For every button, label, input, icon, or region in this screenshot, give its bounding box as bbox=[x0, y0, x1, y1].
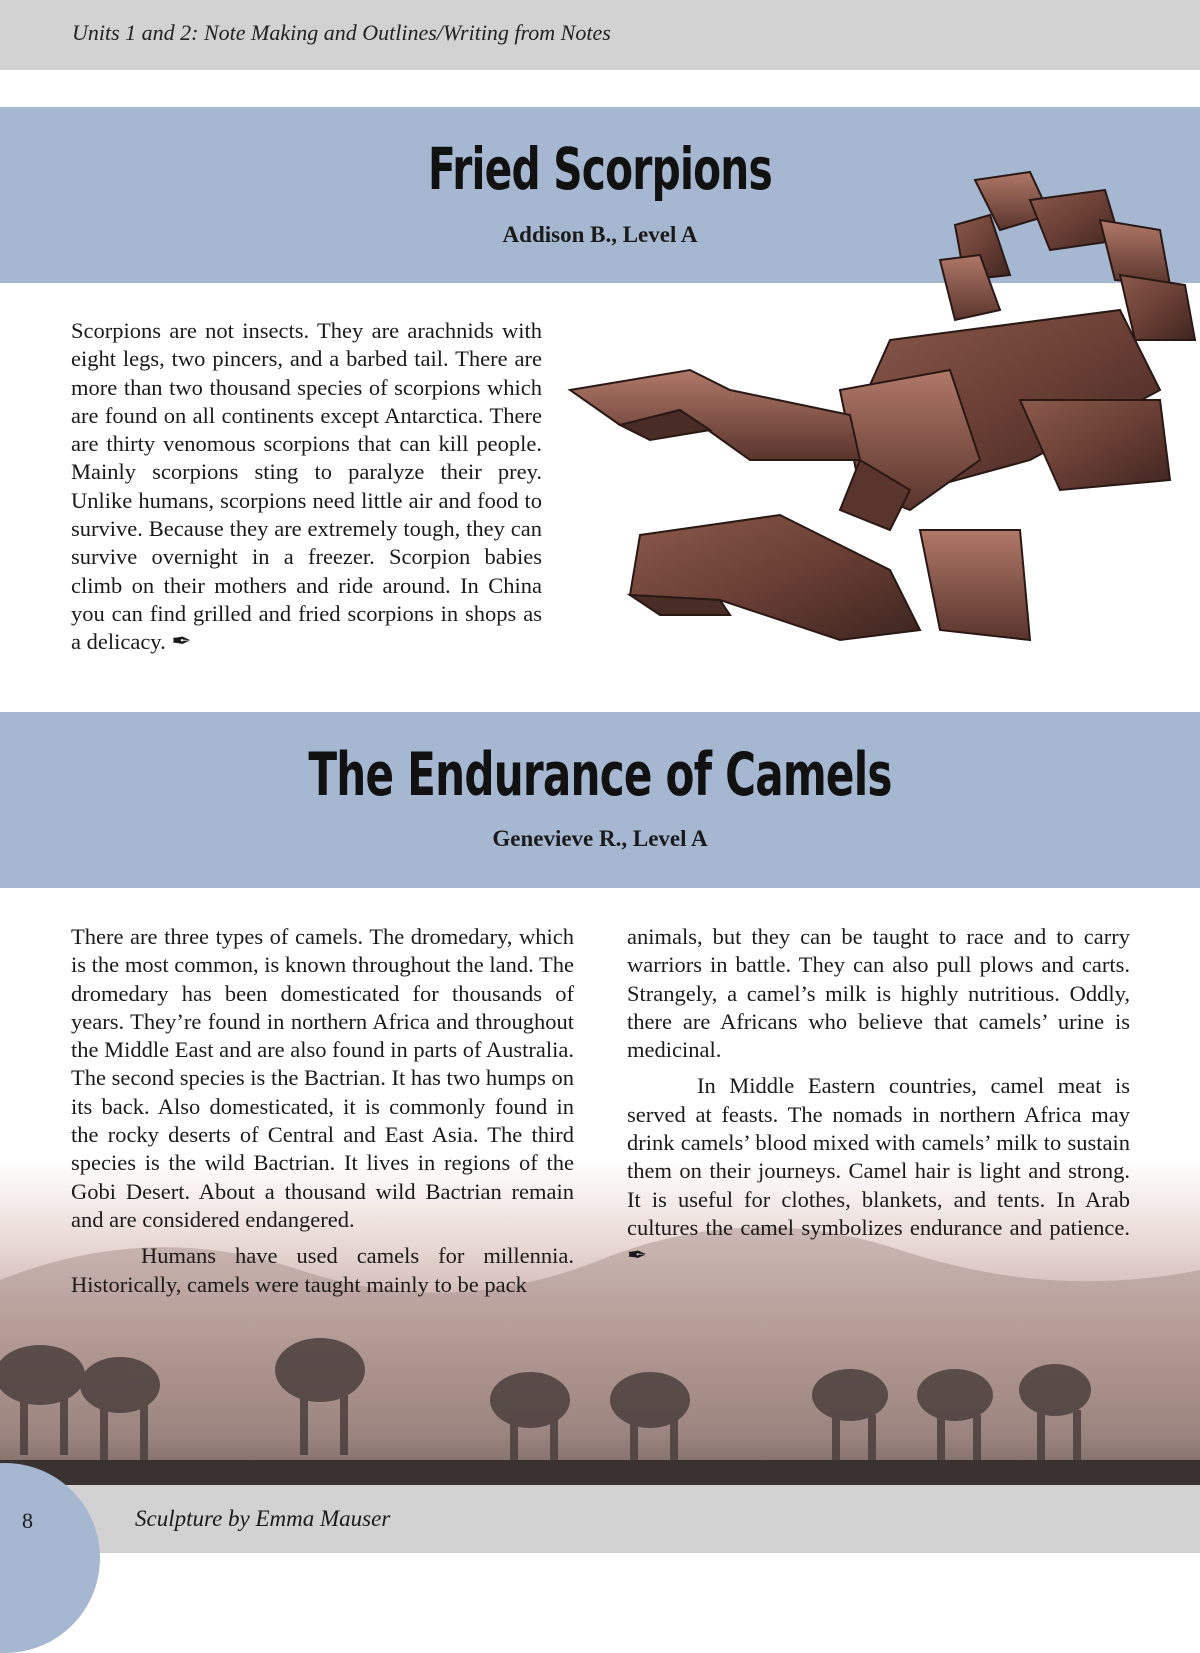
running-title: Units 1 and 2: Note Making and Outlines/Writing from Notes bbox=[72, 20, 611, 45]
scorpion-paragraph: Scorpions are not insects. They are arachnids with eight legs, two pincers, and a barbed tail. There are more than two thousand species of scorpions which are found on all continents except Antarctica. There are thirty venomous scorpions that can kill people. Mainly scorpions sting to paralyze their prey. Unlike humans, scorpions need little air and food to survive. Because they are extremely tough, they can survive overnight in a freezer. Scorpion babies climb on their mothers and ride around. In China you can find grilled and fried scorpions in shops as a delicacy. bbox=[71, 318, 542, 655]
camel-column-left bbox=[71, 923, 574, 1299]
quill-end-icon: ✒ bbox=[627, 1243, 648, 1270]
article-title-camels: The Endurance of Camels bbox=[308, 740, 892, 810]
byline-camels: Genevieve R., Level A bbox=[492, 826, 708, 851]
camel-paragraph-2: Humans have used camels for millennia. Historically, camels were taught mainly to be pack bbox=[71, 1243, 574, 1297]
image-credit: Sculpture by Emma Mauser bbox=[135, 1506, 391, 1531]
byline-scorpions: Addison B., Level A bbox=[502, 222, 698, 247]
camel-paragraph-1: There are three types of camels. The dromedary, which is the most common, is known throughout the land. The dromedary has been domesticated for thousands of years. They’re found in northern Africa and throughout the Middle East and are also found in parts of Australia. The second species is the Bactrian. It has two humps on its back. Also domesticated, it is commonly found in the rocky deserts of Central and East Asia. The third species is the wild Bactrian. It lives in regions of the Gobi Desert. About a thousand wild Bactrian remain and are considered endangered. bbox=[71, 924, 575, 1232]
camel-paragraph-3: In Middle Eastern countries, camel meat is served at feasts. The nomads in northern Africa may drink camels’ blood mixed with camels’ milk to sustain them on their journeys. Camel hair is light and strong. It is useful for clothes, blankets, and tents. In Arab cultures the camel symbolizes endurance and patience. bbox=[627, 1073, 1130, 1240]
quill-end-icon: ✒ bbox=[171, 629, 192, 656]
page-number: 8 bbox=[22, 1508, 33, 1533]
article-title-scorpions: Fried Scorpions bbox=[428, 135, 772, 203]
scorpion-body bbox=[71, 317, 542, 657]
camel-paragraph-2-continued: animals, but they can be taught to race and to carry warriors in battle. They can also pull plows and carts. Strangely, a camel’s milk is highly nutritious. Oddly, there are Africans who believe that camels’ urine is medicinal. bbox=[627, 924, 1130, 1063]
camel-column-right bbox=[627, 923, 1130, 1271]
